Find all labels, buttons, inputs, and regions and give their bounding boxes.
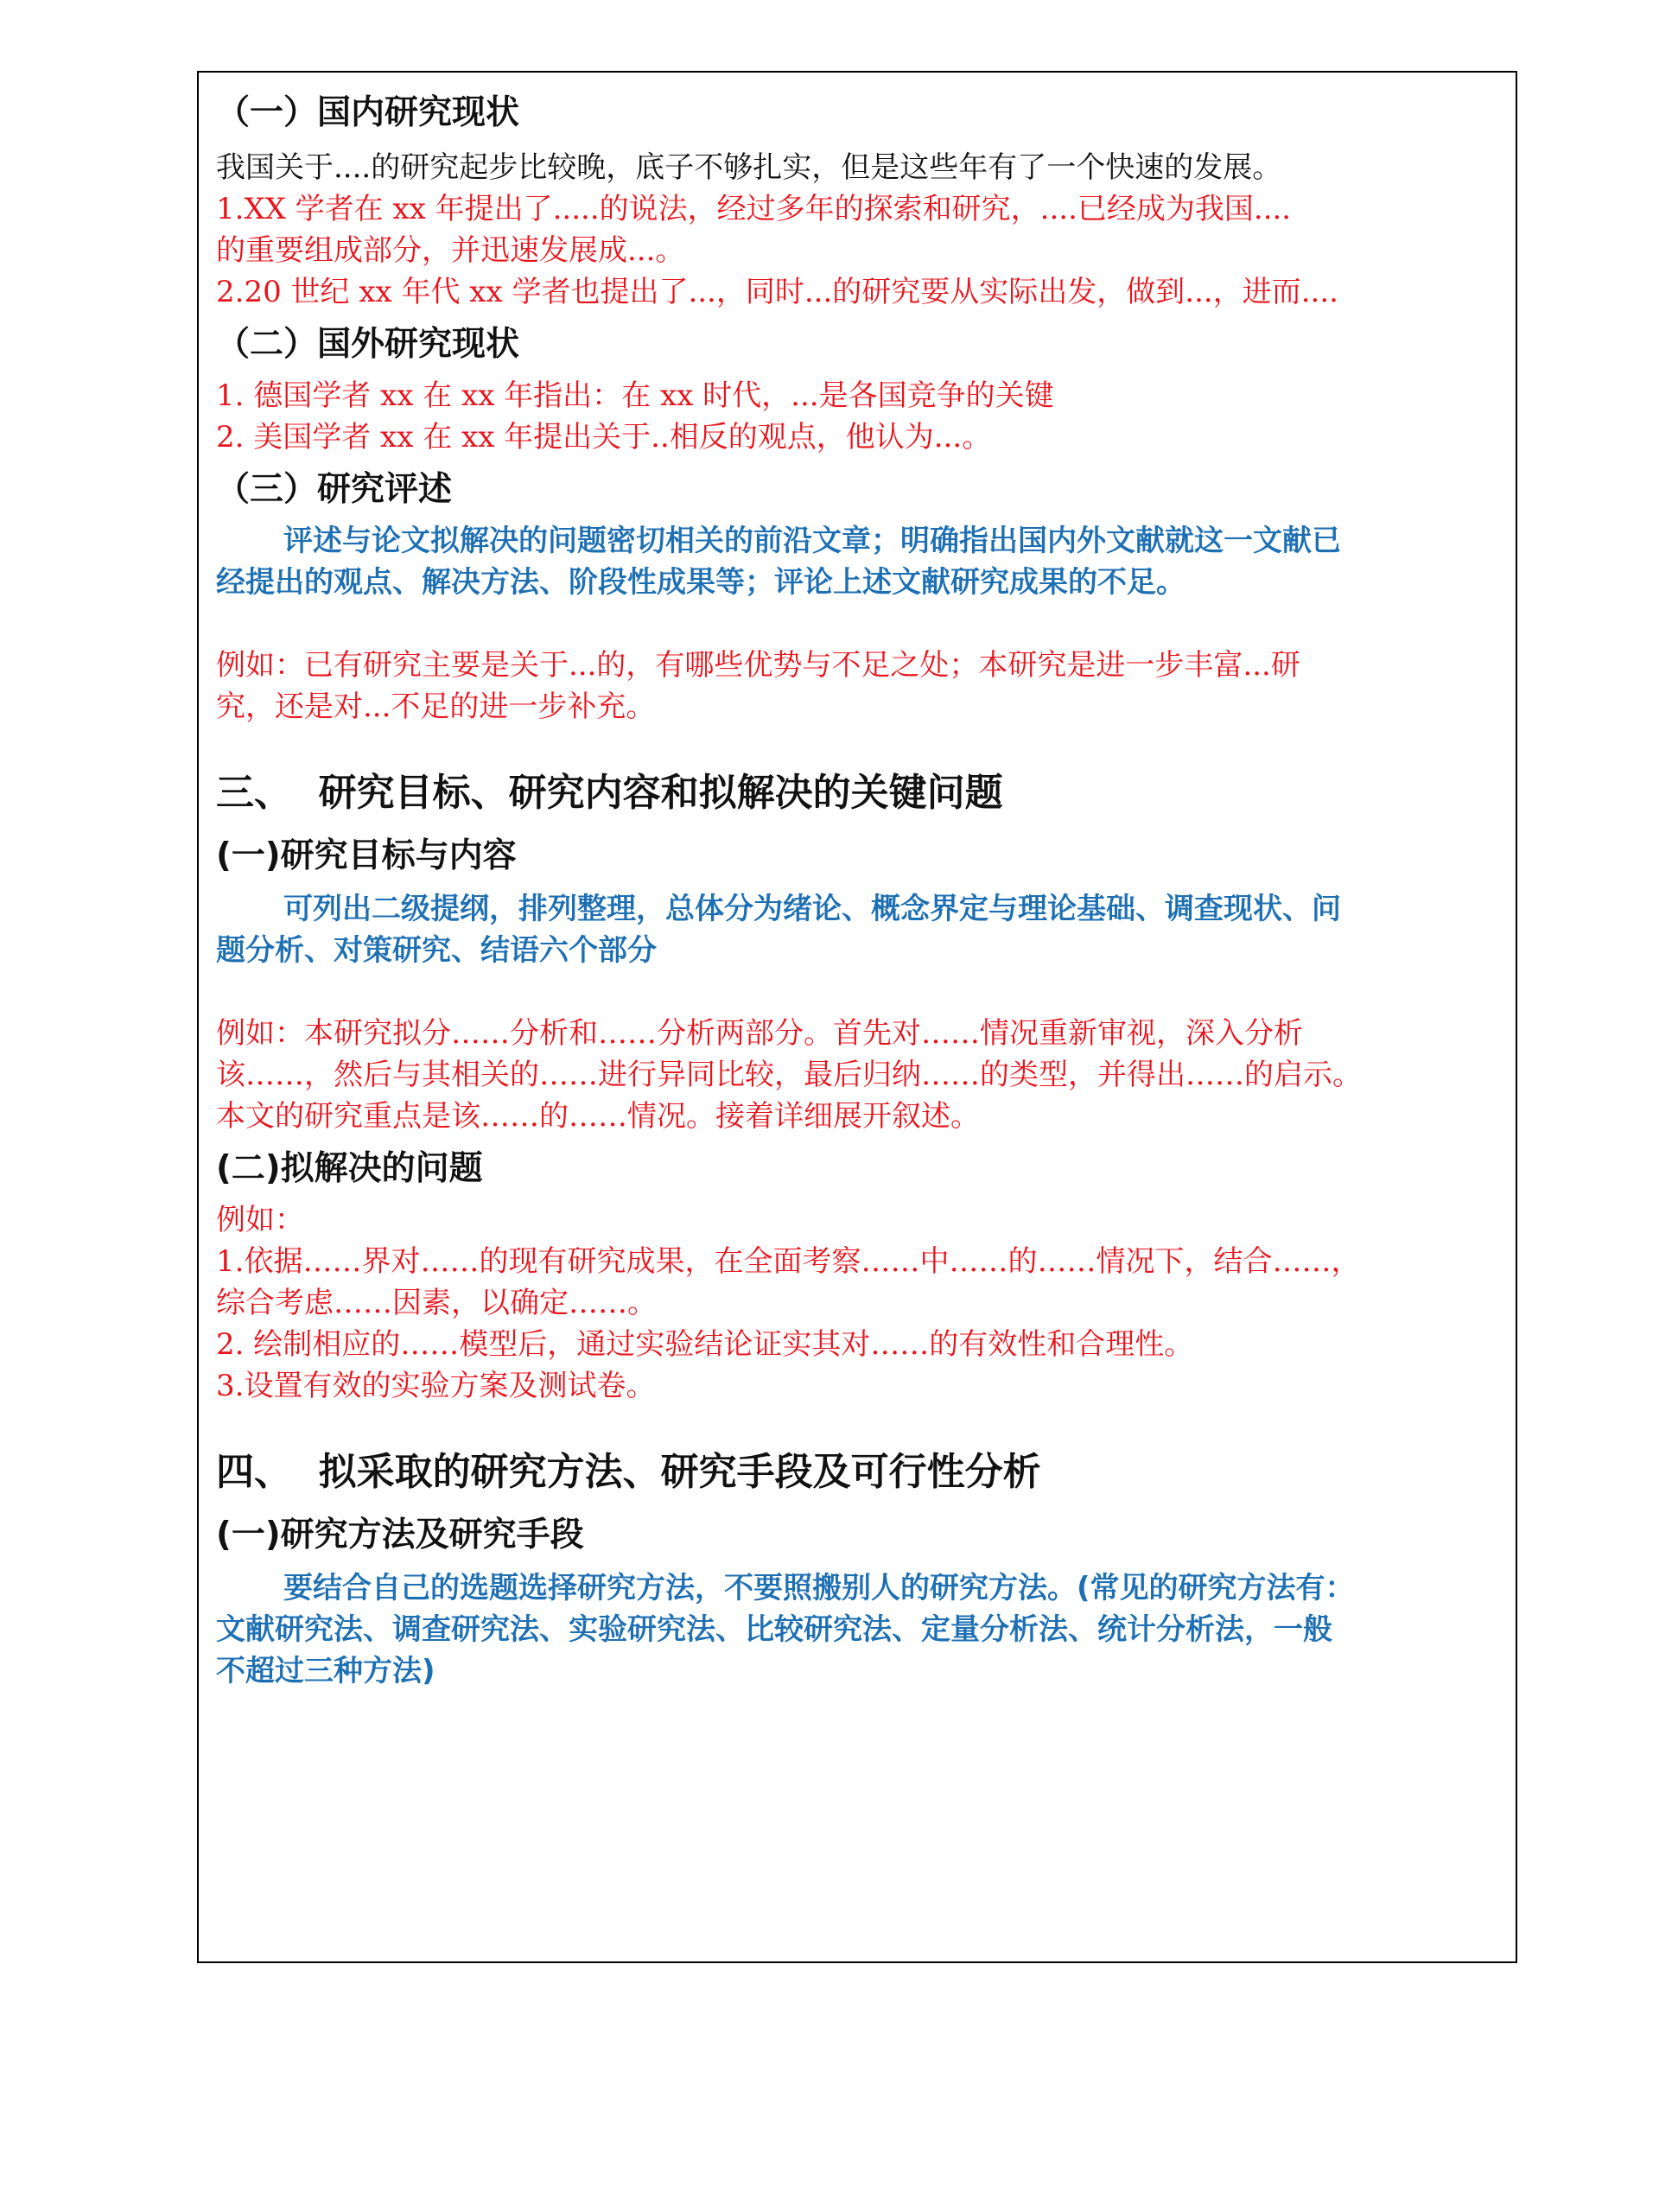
goals-example-line-1: 例如：本研究拟分……分析和……分析两部分。首先对……情况重新审视，深入分析 [216, 1016, 1303, 1051]
review-guidance-line-1: 评述与论文拟解决的问题密切相关的前沿文章；明确指出国内外文献就这一文献已 [283, 524, 1341, 558]
domestic-status-heading: （一）国内研究现状 [216, 93, 520, 132]
goals-example-line-3: 本文的研究重点是该……的……情况。接着详细展开叙述。 [216, 1099, 980, 1134]
domestic-point-2: 2.20 世纪 xx 年代 xx 学者也提出了...，同时...的研究要从实际出发，做到...，进而.... [216, 275, 1338, 309]
part-three-heading: 三、 研究目标、研究内容和拟解决的关键问题 [216, 771, 1003, 815]
foreign-point-2: 2. 美国学者 xx 在 xx 年提出关于..相反的观点，他认为...。 [216, 420, 992, 454]
domestic-intro: 我国关于....的研究起步比较晚，底子不够扎实，但是这些年有了一个快速的发展。 [216, 150, 1282, 185]
methods-guidance-line-1: 要结合自己的选题选择研究方法，不要照搬别人的研究方法。(常见的研究方法有： [283, 1571, 1355, 1605]
foreign-point-1: 1. 德国学者 xx 在 xx 年指出：在 xx 时代，...是各国竞争的关键 [216, 378, 1054, 413]
problems-item-1-line-2: 综合考虑……因素，以确定……。 [216, 1286, 657, 1320]
review-example-line-2: 究，还是对...不足的进一步补充。 [216, 690, 656, 724]
goals-guidance-line-2: 题分析、对策研究、结语六个部分 [216, 933, 657, 968]
goals-content-heading: (一)研究目标与内容 [216, 836, 517, 875]
problems-item-3: 3.设置有效的实验方案及测试卷。 [216, 1369, 656, 1403]
domestic-point-1-line-1: 1.XX 学者在 xx 年提出了.....的说法，经过多年的探索和研究，....已经成为我国.... [216, 192, 1292, 226]
problems-item-1-line-1: 1.依据……界对……的现有研究成果，在全面考察……中……的……情况下，结合……， [216, 1244, 1361, 1279]
methods-heading: (一)研究方法及研究手段 [216, 1516, 584, 1554]
goals-example-line-2: 该……，然后与其相关的……进行异同比较，最后归纳……的类型，并得出……的启示。 [216, 1058, 1362, 1092]
goals-guidance-line-1: 可列出二级提纲，排列整理，总体分为绪论、概念界定与理论基础、调查现状、问 [283, 892, 1341, 926]
problems-item-2: 2. 绘制相应的……模型后，通过实验结论证实其对……的有效性和合理性。 [216, 1327, 1194, 1362]
methods-guidance-line-2: 文献研究法、调查研究法、实验研究法、比较研究法、定量分析法、统计分析法，一般 [216, 1612, 1332, 1647]
foreign-status-heading: （二）国外研究现状 [216, 325, 520, 364]
proposal-table-cell [197, 71, 1517, 1963]
domestic-point-1-line-2: 的重要组成部分，并迅速发展成...。 [216, 233, 685, 268]
methods-guidance-line-3: 不超过三种方法) [216, 1654, 435, 1688]
problems-heading: (二)拟解决的问题 [216, 1149, 483, 1188]
review-heading: （三）研究评述 [216, 470, 453, 509]
part-four-heading: 四、 拟采取的研究方法、研究手段及可行性分析 [216, 1450, 1041, 1494]
review-guidance-line-2: 经提出的观点、解决方法、阶段性成果等；评论上述文献研究成果的不足。 [216, 565, 1185, 600]
review-example-line-1: 例如：已有研究主要是关于...的，有哪些优势与不足之处；本研究是进一步丰富...研 [216, 648, 1300, 683]
problems-example-label: 例如： [216, 1203, 304, 1237]
